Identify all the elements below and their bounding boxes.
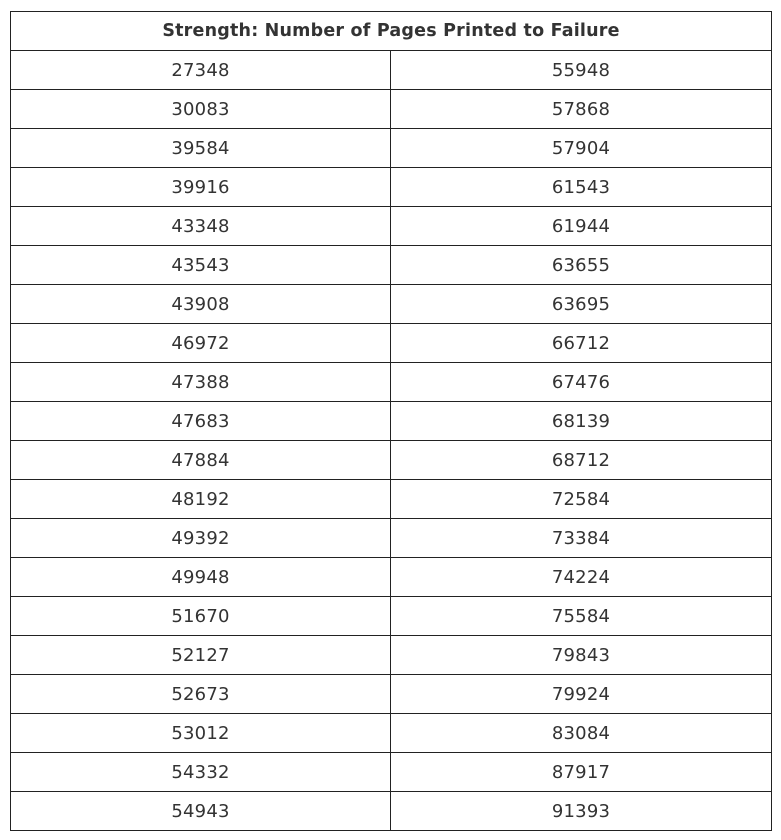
table-row [11,168,772,207]
table-cell: 67476 [391,363,772,402]
table-cell: 79924 [391,675,772,714]
table-cell: 48192 [11,480,391,519]
table-cell: 43908 [11,285,391,324]
table-row [11,324,772,363]
table-cell: 91393 [391,792,772,831]
table-row [11,51,772,90]
table-row [11,792,772,831]
table-cell: 43348 [11,207,391,246]
table-cell: 63695 [391,285,772,324]
table-row [11,441,772,480]
table-cell: 61543 [391,168,772,207]
table-row [11,519,772,558]
table-cell: 74224 [391,558,772,597]
table-row [11,597,772,636]
table-row [11,207,772,246]
table-cell: 51670 [11,597,391,636]
table-cell: 83084 [391,714,772,753]
table-cell: 55948 [391,51,772,90]
table-cell: 47683 [11,402,391,441]
table-title: Strength: Number of Pages Printed to Failure [11,12,772,51]
strength-table [10,11,772,831]
table-row [11,558,772,597]
table-cell: 39584 [11,129,391,168]
table-cell: 39916 [11,168,391,207]
table-cell: 57868 [391,90,772,129]
table-row [11,402,772,441]
table-cell: 63655 [391,246,772,285]
table-row [11,90,772,129]
table-body [11,51,772,831]
table-row [11,246,772,285]
table-cell: 49392 [11,519,391,558]
table-cell: 68139 [391,402,772,441]
table-cell: 47388 [11,363,391,402]
table-cell: 72584 [391,480,772,519]
table-cell: 54332 [11,753,391,792]
table-cell: 54943 [11,792,391,831]
table-cell: 73384 [391,519,772,558]
table-cell: 87917 [391,753,772,792]
table-cell: 79843 [391,636,772,675]
table-cell: 75584 [391,597,772,636]
table-header-row [11,12,772,51]
table-cell: 53012 [11,714,391,753]
table-row [11,714,772,753]
table-row [11,675,772,714]
table-cell: 52673 [11,675,391,714]
table-cell: 49948 [11,558,391,597]
table-cell: 46972 [11,324,391,363]
table-row [11,480,772,519]
table-cell: 61944 [391,207,772,246]
table-cell: 52127 [11,636,391,675]
table-row [11,636,772,675]
table-cell: 47884 [11,441,391,480]
table-row [11,285,772,324]
table-row [11,753,772,792]
table-row [11,363,772,402]
table-row [11,129,772,168]
table-cell: 57904 [391,129,772,168]
table-cell: 43543 [11,246,391,285]
table-cell: 66712 [391,324,772,363]
table-cell: 30083 [11,90,391,129]
table-cell: 27348 [11,51,391,90]
table-cell: 68712 [391,441,772,480]
